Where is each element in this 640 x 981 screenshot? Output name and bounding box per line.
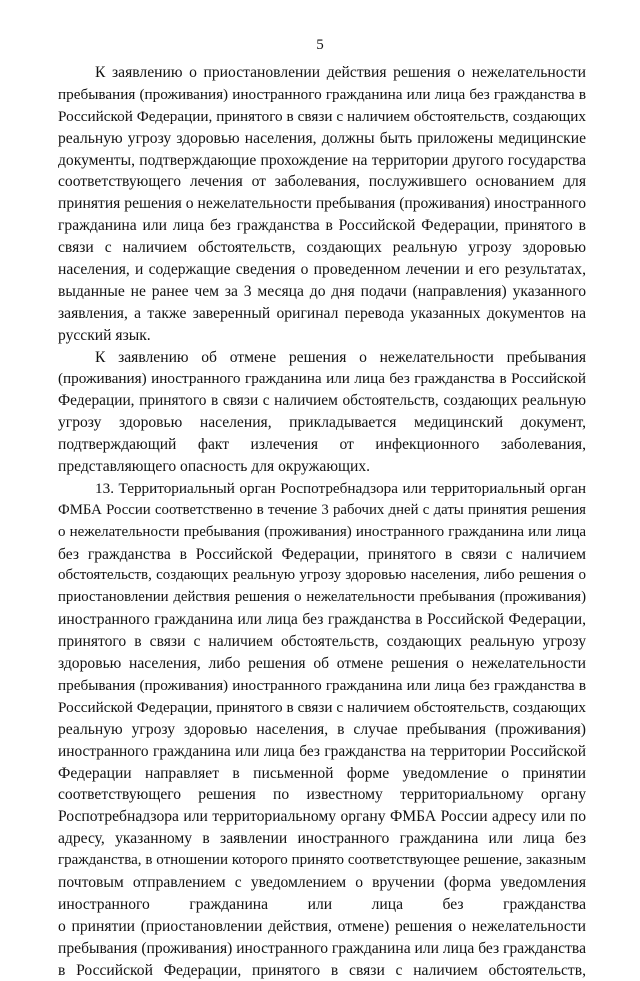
text-line: угрозу здоровью населения, прикладывается медицинский документ, — [58, 414, 586, 432]
text-line: (проживания) иностранного гражданина или лица без гражданства в Российской — [58, 370, 586, 388]
text-line: иностранного гражданина или лица без гражданства в Российской Федерации, — [58, 611, 586, 629]
text-line: соответствующего лечения от заболевания, послужившего основанием для — [58, 173, 586, 191]
text-line: документы, подтверждающие прохождение на территории другого государства — [58, 151, 586, 169]
text-line: принятого в связи с наличием обстоятельств, создающих реальную угрозу — [58, 633, 586, 651]
text-line: реальную угрозу здоровью населения, в случае пребывания (проживания) — [58, 720, 586, 738]
text-line: русский язык. — [58, 326, 151, 344]
text-line: заявления, а также заверенный оригинал перевода указанных документов на — [58, 304, 586, 322]
text-line: пребывания (проживания) иностранного гражданина или лица без гражданства в — [58, 85, 586, 103]
text-line: 13. Территориальный орган Роспотребнадзора или территориальный орган — [95, 479, 586, 497]
text-line: о нежелательности пребывания (проживания) иностранного гражданина или лица — [58, 523, 586, 540]
text-line: гражданина или лица без гражданства в Российской Федерации, принятого в — [58, 217, 586, 235]
text-line: адресу, указанному в заявлении иностранного гражданина или лица без — [58, 830, 586, 848]
text-line: Федерации, принятого в связи с наличием обстоятельств, создающих реальную — [58, 392, 586, 410]
text-line: связи с наличием обстоятельств, создающих реальную угрозу здоровью — [58, 239, 586, 257]
text-line: почтовым отправлением с уведомлением о вручении (форма уведомления — [58, 873, 586, 891]
text-line: без гражданства в Российской Федерации, принятого в связи с наличием — [58, 545, 586, 563]
text-line: К заявлению о приостановлении действия решения о нежелательности — [95, 64, 586, 81]
text-line: К заявлению об отмене решения о нежелательности пребывания — [95, 348, 586, 366]
text-line: Роспотребнадзора или территориальному органу ФМБА России адресу или по — [58, 808, 586, 826]
text-line: Российской Федерации, принятого в связи с наличием обстоятельств, создающих — [58, 107, 586, 125]
text-line: подтверждающий факт излечения от инфекционного заболевания, — [58, 436, 586, 454]
text-line: иностранного гражданина или лица без гражданства на территории Российской — [58, 742, 586, 760]
text-line: представляющего опасность для окружающих. — [58, 458, 371, 476]
text-line: реальную угрозу здоровью населения, должны быть приложены медицинские — [58, 129, 586, 147]
text-line: принятия решения о нежелательности пребывания (проживания) иностранного — [58, 195, 586, 213]
text-line: приостановлении действия решения о нежелательности пребывания (проживания) — [58, 589, 586, 606]
text-line: Российской Федерации, принятого в связи с наличием обстоятельств, создающих — [58, 698, 586, 716]
text-line: здоровью населения, либо решения об отмене решения о нежелательности — [58, 655, 586, 673]
text-line: соответствующего решения по известному территориальному органу — [58, 786, 586, 804]
text-line: о принятии (приостановлении действия, отмене) решения о нежелательности — [58, 917, 586, 935]
text-line: обстоятельств, создающих реальную угрозу здоровью населения, либо решения о — [58, 567, 586, 584]
text-line: в Российской Федерации, принятого в связи с наличием обстоятельств, — [58, 961, 586, 979]
text-line: выданные не ранее чем за 3 месяца до дня подачи (направления) указанного — [58, 282, 586, 300]
body-text — [58, 62, 586, 981]
text-line: пребывания (проживания) иностранного гражданина или лица без гражданства — [58, 939, 586, 957]
text-line: гражданства, в отношении которого принято соответствующее решение, заказным — [58, 852, 586, 869]
text-line: Федерации направляет в письменной форме уведомление о принятии — [58, 764, 586, 782]
text-line: пребывания (проживания) иностранного гражданина или лица без гражданства в — [58, 676, 586, 694]
page-number: 5 — [316, 37, 324, 53]
text-line: ФМБА России соответственно в течение 3 рабочих дней с даты принятия решения — [58, 501, 586, 518]
text-line: иностранного гражданина или лица без гражданства — [58, 895, 586, 913]
text-line: населения, и содержащие сведения о проведенном лечении и его результатах, — [58, 261, 586, 279]
